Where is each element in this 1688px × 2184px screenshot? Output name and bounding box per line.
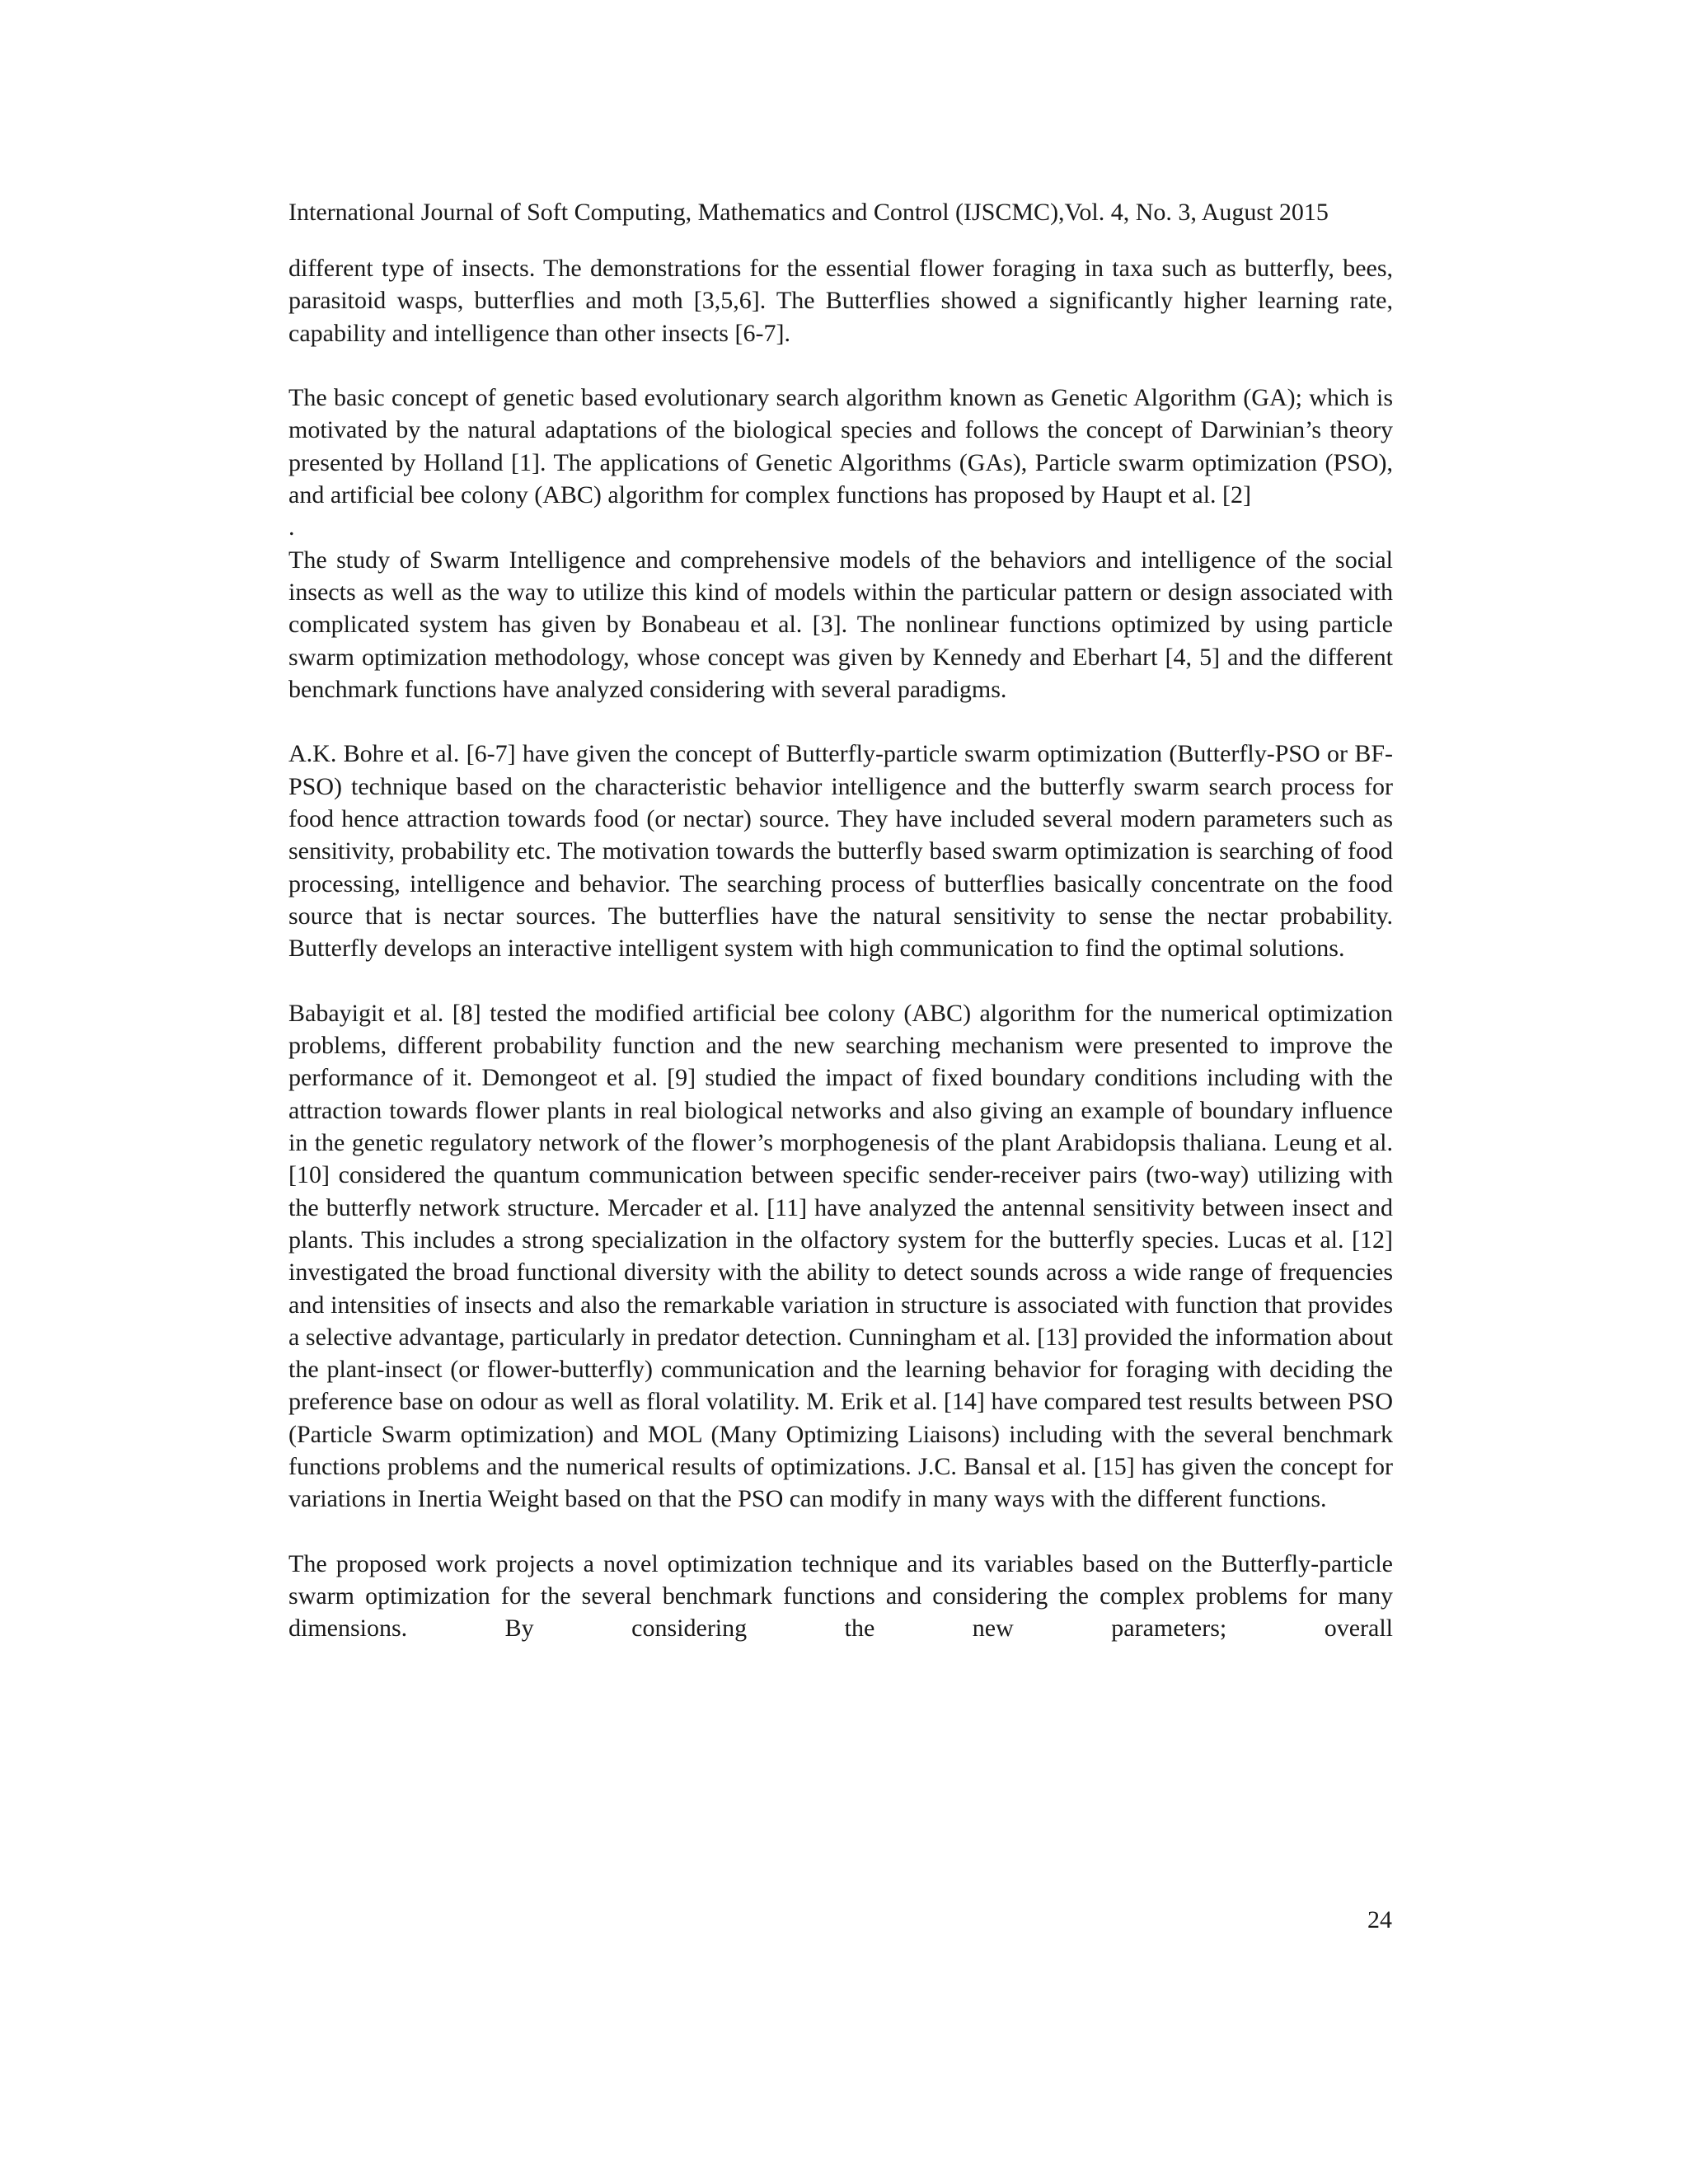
paragraph-spacer bbox=[288, 349, 1393, 382]
page-number: 24 bbox=[1367, 1906, 1392, 1933]
paragraph-spacer bbox=[288, 965, 1393, 997]
paragraph-genetic-algorithm: The basic concept of genetic based evolutionary search algorithm known as Genetic Algorithm (GA); which is motivated by the natural adaptations of the biological species and follows the concept of Darwinian’s theory presented by Holland [1]. The applications of Genetic Algorithms (GAs), Particle swarm optimization (PSO), and artificial bee colony (ABC) algorithm for complex functions has proposed by Haupt et al. [2] bbox=[288, 384, 1393, 509]
paragraph-swarm-intelligence: The study of Swarm Intelligence and comprehensive models of the behaviors and intelligence of the social insects as well as the way to utilize this kind of models within the particular pattern or design associated with complicated system has given by Bonabeau et al. [3]. The nonlinear functions optimized by using particle swarm optimization methodology, whose concept was given by Kennedy and Eberhart [4, 5] and the different benchmark functions have analyzed considering with several paradigms. bbox=[288, 546, 1393, 703]
paragraph-spacer bbox=[288, 1516, 1393, 1548]
paragraph-spacer bbox=[288, 705, 1393, 738]
paragraph-butterfly-pso: A.K. Bohre et al. [6-7] have given the concept of Butterfly-particle swarm optimization (Butterfly-PSO or BF-PSO) technique based on the characteristic behavior intelligence and the butterfly swarm search process for food hence attraction towards food (or nectar) source. They have included several modern parameters such as sensitivity, probability etc. The motivation towards the butterfly based swarm optimization is searching of food processing, intelligence and behavior. The searching process of butterflies basically concentrate on the food source that is nectar sources. The butterflies have the natural sensitivity to sense the nectar probability. Butterfly develops an interactive intelligent system with high communication to find the optimal solutions. bbox=[288, 740, 1393, 963]
stray-period-line: . bbox=[288, 513, 295, 541]
body-text bbox=[288, 252, 1393, 1645]
paragraph-insect-foraging: different type of insects. The demonstrations for the essential flower foraging in taxa such as butterfly, bees, parasitoid wasps, butterflies and moth [3,5,6]. The Butterflies showed a significantly higher learning rate, capability and intelligence than other insects [6-7]. bbox=[288, 255, 1393, 347]
paragraph-related-work: Babayigit et al. [8] tested the modified artificial bee colony (ABC) algorithm for the numerical optimization problems, different probability function and the new searching mechanism were presented to improve the performance of it. Demongeot et al. [9] studied the impact of fixed boundary conditions including with the attraction towards flower plants in real biological networks and also giving an example of boundary influence in the genetic regulatory network of the flower’s morphogenesis of the plant Arabidopsis thaliana. Leung et al. [10] considered the quantum communication between specific sender-receiver pairs (two-way) utilizing with the butterfly network structure. Mercader et al. [11] have analyzed the antennal sensitivity between insect and plants. This includes a strong specialization in the olfactory system for the butterfly species. Lucas et al. [12] investigated the broad functional diversity with the ability to detect sounds across a wide range of frequencies and intensities of insects and also the remarkable variation in structure is associated with function that provides a selective advantage, particularly in predator detection. Cunningham et al. [13] provided the information about the plant-insect (or flower-butterfly) communication and the learning behavior for foraging with deciding the preference base on odour as well as floral volatility. M. Erik et al. [14] have compared test results between PSO (Particle Swarm optimization) and MOL (Many Optimizing Liaisons) including with the several benchmark functions problems and the numerical results of optimizations. J.C. Bansal et al. [15] has given the concept for variations in Inertia Weight based on that the PSO can modify in many ways with the different functions. bbox=[288, 999, 1393, 1513]
paragraph-proposed-work: The proposed work projects a novel optimization technique and its variables based on the Butterfly-particle swarm optimization for the several benchmark functions and considering the complex problems for many dimensions. By considering the new parameters; overall bbox=[288, 1549, 1393, 1643]
running-header: International Journal of Soft Computing, Mathematics and Control (IJSCMC),Vol. 4, No. 3, August 2015 bbox=[288, 199, 1329, 226]
